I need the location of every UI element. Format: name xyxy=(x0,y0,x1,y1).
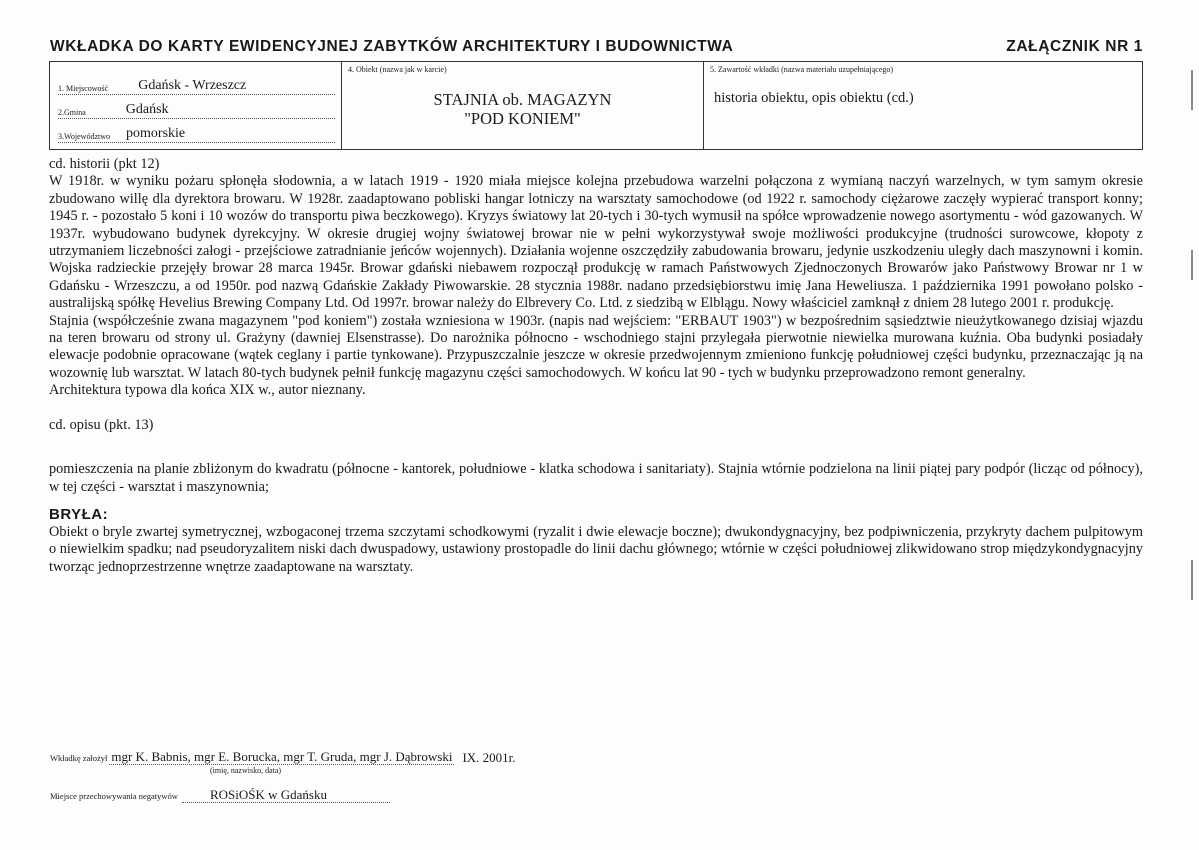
mass-paragraph: Obiekt o bryle zwartej symetrycznej, wzbogaconej trzema szczytami schodkowymi (ryzalit i dwie elewacje boczne); dwukondygnacyjny, bez podpiwniczenia, przykryty dachem pulpitowym o niewielkim spadku; nad pseudoryzalitem niski dach dwuspadowy, ustawiony prostopadle do linii dachu głównego; wtórnie w części południowej zlikwidowano strop międzykondygnacyjny tworząc jednoprzestrzenne wnętrze zaadaptowane na warsztaty. xyxy=(49,523,1143,575)
annex-label: ZAŁĄCZNIK NR 1 xyxy=(1006,38,1143,55)
history-paragraph-3: Architektura typowa dla końca XIX w., autor nieznany. xyxy=(49,382,366,399)
insert-content-column xyxy=(704,62,1142,149)
insert-content-value: historia obiektu, opis obiektu (cd.) xyxy=(714,90,914,106)
voivodeship-row xyxy=(58,122,335,143)
object-name-line2: "POD KONIEM" xyxy=(464,109,581,128)
object-name-line1: STAJNIA ob. MAGAZYN xyxy=(433,90,612,109)
object-column xyxy=(342,62,704,149)
history-paragraph-1: W 1918r. w wyniku pożaru spłonęła słodownia, a w latach 1919 - 1920 miała miejsce kolejna przebudowa warzelni połączona z wymianą naczyń warzelnych, w tym samym okresie zbudowano willę dla dyrektora browaru. W 1928r. zaadaptowano pobliski hangar lotniczy na warsztaty samochodowe (od 1922 r. samochody ciężarowe zaczęły wypierać transport konny; 1945 r. - pozostało 5 koni i 10 wozów do transportu piwa beczkowego). Kryzys światowy lat 20-tych i 30-tych wymusił na spółce wprowadzenie nowego asortymentu - wód gazowanych. W 1937r. wybudowano budynek dyrekcyjny. W okresie drugiej wojny światowej browar nie w pełni wykorzystywał swoje możliwości produkcyjne (trudności surowcowe, kłopoty z utrzymaniem liczebności załogi - przejściowe zatradnianie jeńców wojennych). Działania wojenne oszczędziły zabudowania browaru, jedynie uszkodzeniu uległy dach maszynowni i komin. Wojska radzieckie przejęły browar 28 marca 1945r. Browar gdański niebawem rozpoczął produkcję w ramach Państwowych Zjednoczonych Browarów jako Państwowy Browar nr 1 w Gdańsku - Wrzeszczu, a od 1950r. pod nazwą Gdańskie Zakłady Piwowarskie. 28 stycznia 1988r. nadano przedsiębiorstwu imię Jana Heweliusza. 1 października 1991 powołano polsko - australijską spółkę Hevelius Brewing Company Ltd. Od 1997r. browar należy do Elbrevery Co. Ltd. z siedzibą w Elblągu. Nowy właściciel zamknął z dniem 28 lutego 2001 r. produkcję. xyxy=(49,173,1143,312)
history-heading: cd. historii (pkt 12) xyxy=(49,156,160,172)
negatives-place: ROSiOŚK w Gdańsku xyxy=(182,788,390,803)
authors-hint: (imię, nazwisko, data) xyxy=(210,766,282,775)
prepared-by-row xyxy=(50,750,516,765)
commune-value: Gdańsk xyxy=(125,102,169,117)
mass-heading: BRYŁA: xyxy=(49,505,109,523)
scan-edge-mark xyxy=(1191,70,1193,110)
document-title: WKŁADKA DO KARTY EWIDENCYJNEJ ZABYTKÓW ARCHITEKTURY I BUDOWNICTWA xyxy=(50,38,734,55)
voivodeship-value: pomorskie xyxy=(126,126,186,141)
locality-label: 1. Miejscowość xyxy=(58,84,109,93)
description-heading: cd. opisu (pkt. 13) xyxy=(49,416,154,433)
commune-label: 2.Gmina xyxy=(58,108,86,117)
negatives-label: Miejsce przechowywania negatywów xyxy=(50,791,178,801)
location-column xyxy=(50,62,342,149)
scan-edge-mark xyxy=(1191,560,1193,600)
voivodeship-label: 3.Województwo xyxy=(58,132,111,141)
description-paragraph: pomieszczenia na planie zbliżonym do kwadratu (północne - kantorek, południowe - klatka schodowa i sanitariaty). Stajnia wtórnie podzielona na linii piątej pary podpór (licząc od północy), w tej części - warsztat i maszynownia; xyxy=(49,461,1143,495)
document-body xyxy=(49,156,1143,576)
locality-row xyxy=(58,74,335,95)
history-paragraph-2: Stajnia (współcześnie zwana magazynem "pod koniem") została wzniesiona w 1903r. (napis nad wejściem: "ERBAUT 1903") w bezpośrednim sąsiedztwie nieużytkowanego dzisiaj wjazdu na teren browaru od strony ul. Grażyny (dawniej Elsenstrasse). Do narożnika północno - wschodniego stajni przylegała pierwotnie niewielka murowana kuźnia. Oba budynki posiadały elewacje podobnie opracowane (wątek ceglany i partie tynkowane). Przypuszczalnie jeszcze w okresie przedwojennym zmieniono funkcję południowej części budynku, przeznaczając ją na wozownię lub warsztat. W latach 80-tych budynek pełnił funkcję magazynu części samochodowych. W końcu lat 90 - tych w budynku przeprowadzono remont generalny. xyxy=(49,312,1143,381)
prepared-by-authors: mgr K. Babnis, mgr E. Borucka, mgr T. Gruda, mgr J. Dąbrowski xyxy=(111,749,453,764)
object-name xyxy=(342,90,703,128)
commune-row xyxy=(58,98,335,119)
form-header-table xyxy=(49,61,1143,150)
locality-value: Gdańsk - Wrzeszcz xyxy=(138,78,247,93)
insert-content-label: 5. Zawartość wkładki (nazwa materiału uzupełniającego) xyxy=(710,65,894,74)
negatives-row xyxy=(50,788,390,803)
scan-edge-mark xyxy=(1191,250,1193,280)
object-label: 4. Obiekt (nazwa jak w karcie) xyxy=(348,65,447,74)
prepared-by-label: Wkładkę założył xyxy=(50,753,108,763)
prepared-date: IX. 2001r. xyxy=(462,750,516,765)
